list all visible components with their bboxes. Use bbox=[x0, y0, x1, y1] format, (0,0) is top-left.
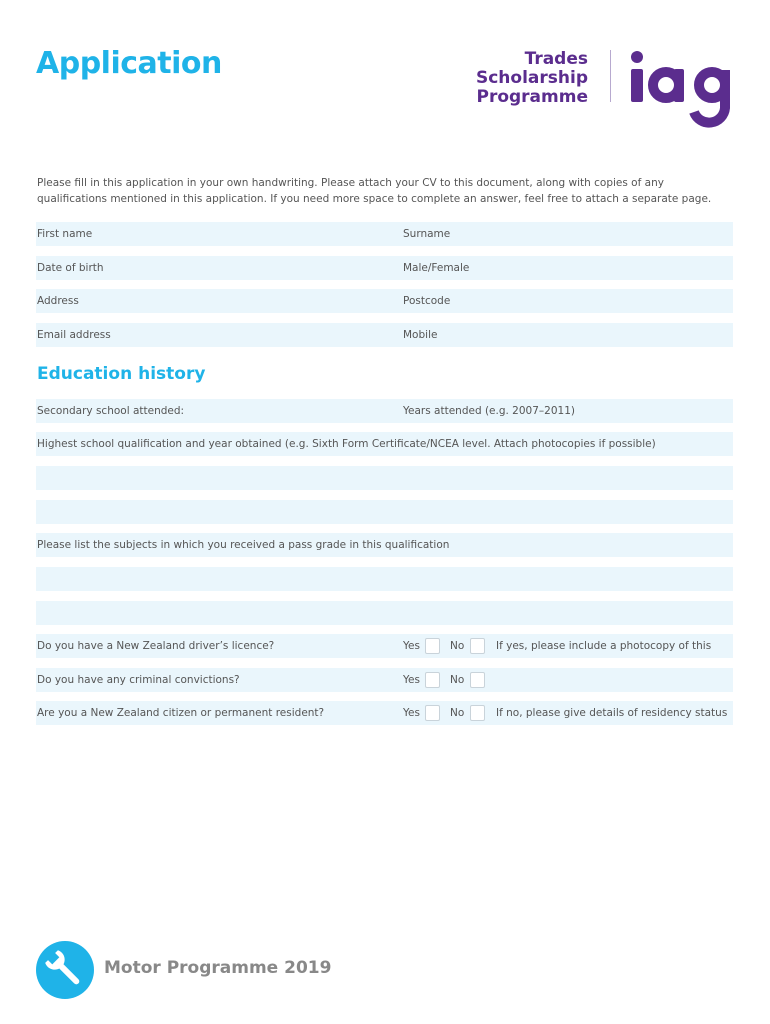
licence-note: If yes, please include a photocopy of this bbox=[496, 640, 712, 652]
wrench-icon bbox=[36, 941, 94, 1003]
email-label: Email address bbox=[37, 329, 111, 341]
licence-question-label: Do you have a New Zealand driver’s licence? bbox=[37, 640, 275, 652]
email-row[interactable] bbox=[36, 323, 733, 347]
residency-yes-label: Yes bbox=[403, 707, 420, 719]
licence-no-label: No bbox=[450, 640, 465, 652]
intro-text: Please fill in this application in your own handwriting. Please attach your CV to this document, along with copies of any qualifications mentioned in this application. If you need more space to complete an answer, feel free to attach a separate page. bbox=[37, 177, 712, 205]
residency-question-row bbox=[36, 701, 733, 725]
first-name-label: First name bbox=[37, 228, 93, 240]
brand-name bbox=[476, 50, 588, 107]
residency-note: If no, please give details of residency status bbox=[496, 707, 728, 719]
convictions-question-row bbox=[36, 668, 733, 692]
brand-line-3: Programme bbox=[476, 87, 588, 107]
school-label: Secondary school attended: bbox=[37, 405, 185, 417]
qualification-label: Highest school qualification and year obtained (e.g. Sixth Form Certificate/NCEA level. Attach photocopies if possible) bbox=[37, 438, 656, 450]
convictions-yes-checkbox[interactable] bbox=[425, 672, 440, 688]
brand-divider bbox=[610, 50, 611, 102]
residency-no-label: No bbox=[450, 707, 465, 719]
convictions-yes-label: Yes bbox=[403, 674, 420, 686]
qualification-answer-row-2[interactable] bbox=[36, 500, 733, 524]
subjects-row[interactable] bbox=[36, 533, 733, 557]
gender-label: Male/Female bbox=[403, 262, 470, 274]
postcode-label: Postcode bbox=[403, 295, 451, 307]
school-row[interactable] bbox=[36, 399, 733, 423]
surname-label: Surname bbox=[403, 228, 451, 240]
mobile-label: Mobile bbox=[403, 329, 438, 341]
page-title: Application bbox=[36, 46, 222, 81]
convictions-no-checkbox[interactable] bbox=[470, 672, 485, 688]
education-heading: Education history bbox=[37, 364, 206, 384]
years-label: Years attended (e.g. 2007–2011) bbox=[403, 405, 575, 417]
address-label: Address bbox=[37, 295, 79, 307]
footer-program-title: Motor Programme 2019 bbox=[104, 958, 332, 978]
licence-yes-label: Yes bbox=[403, 640, 420, 652]
residency-yes-checkbox[interactable] bbox=[425, 705, 440, 721]
residency-no-checkbox[interactable] bbox=[470, 705, 485, 721]
brand-line-2: Scholarship bbox=[475, 68, 588, 88]
subjects-answer-row-2[interactable] bbox=[36, 601, 733, 625]
iag-logo bbox=[628, 50, 738, 136]
licence-yes-checkbox[interactable] bbox=[425, 638, 440, 654]
licence-no-checkbox[interactable] bbox=[470, 638, 485, 654]
subjects-answer-row-1[interactable] bbox=[36, 567, 733, 591]
qualification-row[interactable] bbox=[36, 432, 733, 456]
licence-question-row bbox=[36, 634, 733, 658]
first-name-row[interactable] bbox=[36, 222, 733, 246]
brand-line-1: Trades bbox=[524, 49, 588, 69]
address-row[interactable] bbox=[36, 289, 733, 313]
residency-question-label: Are you a New Zealand citizen or permanent resident? bbox=[37, 707, 325, 719]
convictions-no-label: No bbox=[450, 674, 465, 686]
dob-label: Date of birth bbox=[37, 262, 104, 274]
dob-row[interactable] bbox=[36, 256, 733, 280]
convictions-question-label: Do you have any criminal convictions? bbox=[37, 674, 240, 686]
qualification-answer-row-1[interactable] bbox=[36, 466, 733, 490]
subjects-label: Please list the subjects in which you received a pass grade in this qualification bbox=[37, 539, 450, 551]
